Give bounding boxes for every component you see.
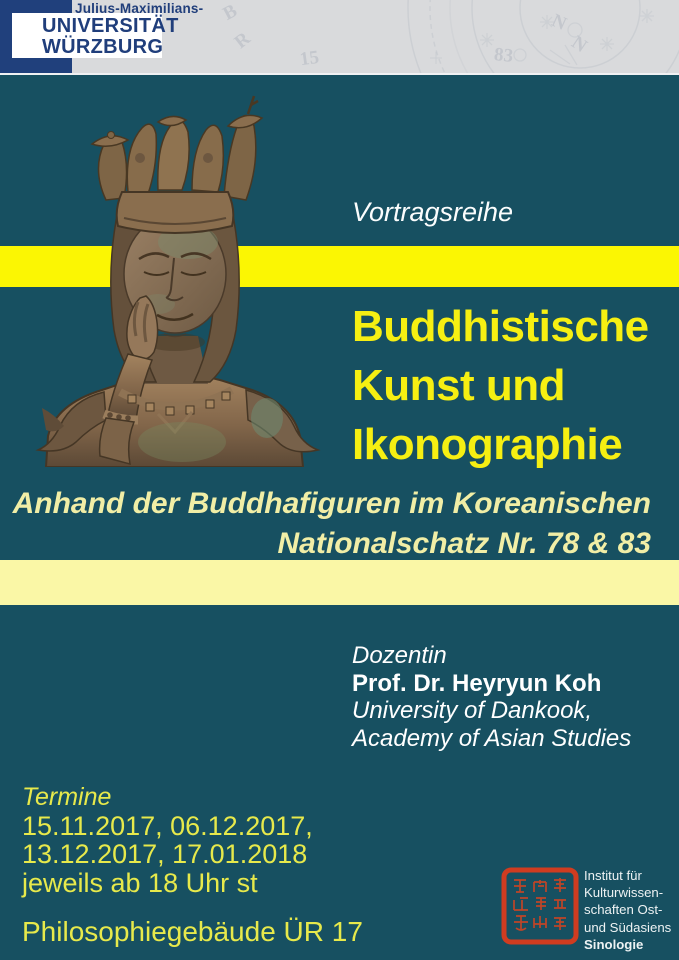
lecturer-affiliation-2: Academy of Asian Studies bbox=[352, 724, 632, 752]
institute-sinologie-label: Sinologie bbox=[584, 936, 644, 952]
sinologie-seal-icon bbox=[500, 866, 580, 946]
watermark-letter: R bbox=[230, 28, 255, 54]
university-pretitle: Julius-Maximilians- bbox=[75, 1, 204, 16]
watermark-letter: N bbox=[567, 32, 591, 58]
dates-block bbox=[22, 783, 313, 897]
institute-block bbox=[584, 867, 679, 953]
header-band bbox=[0, 0, 679, 75]
poster-subtitle bbox=[13, 484, 651, 564]
subtitle-line-1: Anhand der Buddhafiguren im Koreanischen bbox=[12, 487, 651, 520]
series-label: Vortragsreihe bbox=[352, 197, 514, 227]
title-line-1: Buddhistische bbox=[352, 302, 649, 351]
watermark-letter: 83 bbox=[493, 44, 515, 67]
university-wordmark bbox=[42, 16, 179, 57]
subtitle-line-2: Nationalschatz Nr. 78 & 83 bbox=[277, 527, 651, 560]
lecturer-role: Dozentin bbox=[352, 642, 447, 669]
dates-heading: Termine bbox=[22, 783, 112, 811]
yellow-band-bottom bbox=[0, 560, 679, 605]
poster-title bbox=[352, 297, 649, 474]
institute-line-3: schaften Ost- bbox=[584, 902, 663, 918]
watermark-letter: N bbox=[548, 10, 570, 35]
dates-line-2: 13.12.2017, 17.01.2018 bbox=[22, 839, 308, 869]
watermark-letter: 15 bbox=[298, 46, 321, 71]
lecturer-name: Prof. Dr. Heyryun Koh bbox=[352, 669, 602, 697]
watermark-letter: B bbox=[219, 0, 241, 25]
lecturer-affiliation-1: University of Dankook, bbox=[352, 697, 593, 724]
university-seal-watermark-icon bbox=[180, 0, 679, 73]
location-text: Philosophiegebäude ÜR 17 bbox=[22, 916, 363, 947]
title-line-3: Ikonographie bbox=[352, 420, 623, 469]
title-line-2: Kunst und bbox=[352, 361, 566, 410]
institute-line-1: Institut für bbox=[584, 868, 642, 883]
buddha-statue-image bbox=[20, 92, 330, 467]
institute-line-2: Kulturwissen- bbox=[584, 885, 664, 901]
lecturer-block bbox=[352, 642, 631, 752]
dates-time-note: jeweils ab 18 Uhr st bbox=[22, 867, 258, 898]
dates-line-1: 15.11.2017, 06.12.2017, bbox=[22, 810, 313, 841]
institute-line-4: und Südasiens bbox=[584, 919, 672, 935]
wordmark-line-2: WÜRZBURG bbox=[42, 35, 164, 58]
wordmark-line-1: UNIVERSITÄT bbox=[42, 15, 179, 37]
